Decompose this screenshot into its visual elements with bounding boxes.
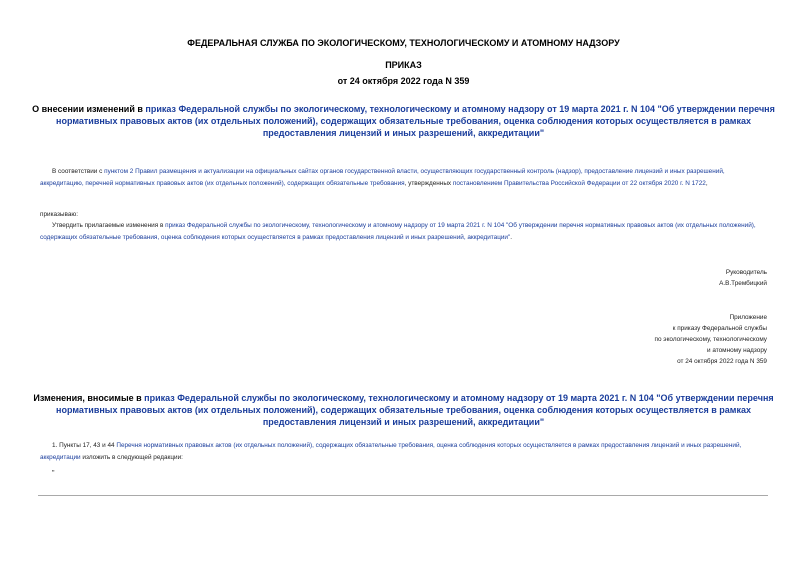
signature-position: Руководитель: [725, 269, 767, 276]
changes-title: [30, 392, 777, 428]
signature-name: А.В.Трембицкий: [719, 280, 767, 287]
changes-title-prefix: Изменения, вносимые в: [33, 393, 145, 403]
appendix-line: Приложение: [729, 314, 767, 321]
title-prefix: О внесении изменений в: [32, 104, 146, 114]
preamble-text-c: ,: [705, 179, 708, 187]
doc-type-heading: ПРИКАЗ: [385, 60, 422, 70]
preamble-text-b: , утвержденных: [404, 179, 453, 187]
order-word: приказываю:: [40, 211, 78, 218]
order-link[interactable]: приказ Федеральной службы по экологическому, технологическому и атомному надзору от 19 марта 2021 г. N 104 "Об утверждении перечня нормативных правовых актов (их отдельных положений), содержащих обязательные требования, оценка соблюдения которых осуществляется в рамках предоставления лицензий и иных разрешений, аккредитации": [40, 222, 756, 241]
changes-title-link[interactable]: приказ Федеральной службы по экологическому, технологическому и атомному надзору от 19 марта 2021 г. N 104 "Об утверждении перечня нормативных правовых актов (их отдельных положений), содержащих обязательные требования, оценка соблюдения которых осуществляется в рамках предоставления лицензий и иных разрешений, аккредитации": [56, 393, 774, 427]
preamble-paragraph: [40, 166, 770, 189]
appendix-line: от 24 октября 2022 года N 359: [677, 358, 767, 365]
appendix-block: [655, 312, 767, 367]
horizontal-divider: [38, 495, 768, 496]
rules-link[interactable]: пунктом 2 Правил размещения и актуализации на официальных сайтах органов государственной власти, осуществляющих государственный контроль (надзор), предоставление лицензий и иных разрешений, аккредитацию, перечней нормативных правовых актов (их отдельных положений), содержащих обязательные требования: [40, 168, 725, 187]
changes-text-b: изложить в следующей редакции:: [80, 453, 183, 461]
changes-paragraph: [40, 440, 770, 463]
order-text-b: .: [510, 233, 513, 241]
appendix-line: к приказу Федеральной службы: [672, 325, 767, 332]
appendix-line: по экологическому, технологическому: [654, 336, 767, 343]
title-link[interactable]: приказ Федеральной службы по экологическому, технологическому и атомному надзору от 19 марта 2021 г. N 104 "Об утверждении перечня нормативных правовых актов (их отдельных положений), содержащих обязательные требования, оценка соблюдения которых осуществляется в рамках предоставления лицензий и иных разрешений, аккредитации": [56, 104, 775, 138]
changes-text-a: 1. Пункты 17, 43 и 44: [52, 442, 117, 449]
order-paragraph: [40, 220, 770, 243]
date-number-heading: от 24 октября 2022 года N 359: [337, 76, 470, 86]
order-text-a: Утвердить прилагаемые изменения в: [52, 222, 166, 229]
appendix-line: и атомному надзору: [707, 347, 767, 354]
opening-quote: ": [52, 470, 55, 477]
document-title: [30, 103, 777, 139]
signature-block: [719, 267, 767, 289]
changes-link[interactable]: Перечня нормативных правовых актов (их отдельных положений), содержащих обязательные требования, оценка соблюдения которых осуществляется в рамках предоставления лицензий и иных разрешений, аккредитации: [40, 442, 742, 461]
preamble-text-a: В соответствии с: [52, 168, 105, 175]
government-decree-link[interactable]: постановлением Правительства Российской Федерации от 22 октября 2020 г. N 1722: [452, 179, 706, 187]
agency-heading: ФЕДЕРАЛЬНАЯ СЛУЖБА ПО ЭКОЛОГИЧЕСКОМУ, ТЕХНОЛОГИЧЕСКОМУ И АТОМНОМУ НАДЗОРУ: [187, 38, 620, 48]
